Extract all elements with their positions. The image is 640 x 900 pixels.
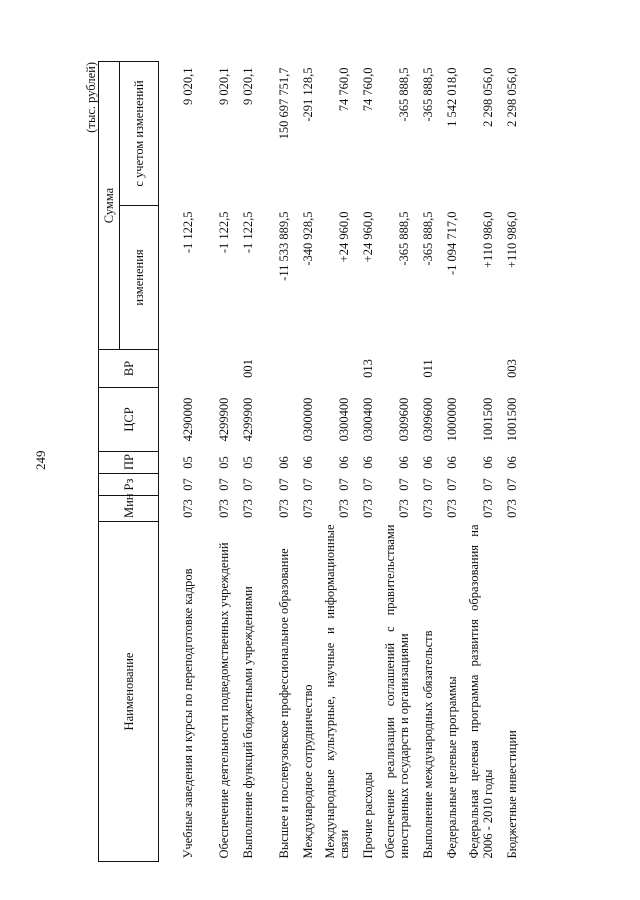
row-pr: 06 (396, 456, 411, 469)
row-vr (255, 350, 291, 388)
row-vr: 003 (504, 359, 519, 378)
row-rz: 07 (276, 478, 291, 491)
row-change: -1 122,5 (240, 211, 255, 254)
row-csr: 1001500 (480, 397, 495, 442)
row-total: 74 760,0 (360, 67, 375, 112)
row-vr (315, 350, 351, 388)
row-rz: 07 (336, 478, 351, 491)
row-rz: 07 (444, 478, 459, 491)
row-min: 073 (396, 499, 411, 518)
row-csr: 1001500 (504, 397, 519, 442)
row-change: -1 122,5 (180, 211, 195, 254)
row-csr: 4299900 (216, 397, 231, 442)
table-row (351, 62, 375, 862)
row-pr: 05 (240, 456, 255, 469)
row-min: 073 (180, 499, 195, 518)
row-change: +110 986,0 (480, 211, 495, 269)
header-csr: ЦСР (99, 388, 159, 452)
row-name: Выполнение функций бюджетными учреждениями (240, 586, 255, 859)
row-csr: 0309600 (420, 397, 435, 442)
row-total: 9 020,1 (180, 67, 195, 105)
row-name: Федеральная целевая программа развития образования на 2006 - 2010 годы (466, 524, 495, 859)
row-vr (291, 350, 315, 388)
row-change: +110 986,0 (504, 211, 519, 269)
row-name: Бюджетные инвестиции (504, 730, 519, 859)
row-change: -11 533 889,5 (276, 211, 291, 281)
row-min: 073 (300, 499, 315, 518)
row-pr: 06 (444, 456, 459, 469)
row-min: 073 (444, 499, 459, 518)
row-min: 073 (276, 499, 291, 518)
rotated-table-area (84, 62, 536, 862)
row-pr: 05 (216, 456, 231, 469)
header-pr: ПР (99, 452, 159, 474)
row-change: +24 960,0 (360, 211, 375, 263)
row-rz: 07 (300, 478, 315, 491)
row-total: -365 888,5 (420, 67, 435, 122)
row-rz: 07 (420, 478, 435, 491)
row-change: -365 888,5 (420, 211, 435, 266)
row-name: Федеральные целевые программы (444, 676, 459, 859)
table-row (291, 62, 315, 862)
row-min: 073 (240, 499, 255, 518)
row-name: Учебные заведения и курсы по переподготовке кадров (180, 568, 195, 859)
table-row (159, 62, 195, 862)
row-total: 9 020,1 (240, 67, 255, 105)
row-change: +24 960,0 (336, 211, 351, 263)
row-vr (159, 350, 195, 388)
table-row (231, 62, 255, 862)
header-rz: Рз (99, 474, 159, 496)
row-vr: 001 (240, 359, 255, 378)
table-row (459, 62, 495, 862)
row-pr: 06 (276, 456, 291, 469)
row-change: -365 888,5 (396, 211, 411, 266)
row-vr (459, 350, 495, 388)
table-row (255, 62, 291, 862)
row-rz: 07 (216, 478, 231, 491)
row-change: -340 928,5 (300, 211, 315, 266)
page-number: 249 (33, 450, 48, 470)
header-name: Наименование (99, 522, 159, 862)
table-row (195, 62, 231, 862)
row-csr: 0300400 (336, 397, 351, 442)
units-note: (тыс. рублей) (84, 62, 98, 133)
row-total: 150 697 751,7 (276, 67, 291, 140)
row-total: -291 128,5 (300, 67, 315, 122)
row-pr: 06 (300, 456, 315, 469)
row-vr (195, 350, 231, 388)
row-total: 74 760,0 (336, 67, 351, 112)
row-change: -1 094 717,0 (444, 211, 459, 276)
row-pr: 06 (504, 456, 519, 469)
header-sum: Сумма (99, 62, 120, 350)
row-csr: 0309600 (396, 397, 411, 442)
row-csr: 4299900 (240, 397, 255, 442)
row-csr (255, 388, 291, 452)
header-change: изменения (120, 206, 159, 350)
row-total: 9 020,1 (216, 67, 231, 105)
row-pr: 06 (420, 456, 435, 469)
row-min: 073 (336, 499, 351, 518)
row-rz: 07 (396, 478, 411, 491)
header-min: Мин (99, 496, 159, 522)
row-total: 2 298 056,0 (480, 67, 495, 127)
row-rz: 07 (504, 478, 519, 491)
row-pr: 06 (480, 456, 495, 469)
row-vr: 013 (360, 359, 375, 378)
row-total: 1 542 018,0 (444, 67, 459, 127)
row-csr: 1000000 (444, 397, 459, 442)
row-pr: 05 (180, 456, 195, 469)
row-min: 073 (216, 499, 231, 518)
row-rz: 07 (360, 478, 375, 491)
row-rz: 07 (240, 478, 255, 491)
row-name: Выполнение международных обязательств (420, 630, 435, 859)
row-name: Международное сотрудничество (300, 684, 315, 859)
row-min: 073 (480, 499, 495, 518)
row-rz: 07 (480, 478, 495, 491)
row-total: -365 888,5 (396, 67, 411, 122)
row-name: Прочие расходы (360, 772, 375, 859)
table-row (495, 62, 519, 862)
row-min: 073 (420, 499, 435, 518)
row-rz: 07 (180, 478, 195, 491)
row-pr: 06 (360, 456, 375, 469)
row-change: -1 122,5 (216, 211, 231, 254)
row-vr: 011 (420, 359, 435, 378)
row-min: 073 (504, 499, 519, 518)
table-row (315, 62, 351, 862)
table-row (375, 62, 411, 862)
row-total: 2 298 056,0 (504, 67, 519, 127)
table-row (435, 62, 459, 862)
row-csr: 0300400 (360, 397, 375, 442)
row-vr (375, 350, 411, 388)
row-vr (435, 350, 459, 388)
row-name: Обеспечение реализации соглашений с правительствами иностранных государств и организациями (382, 524, 411, 859)
header-vr: ВР (99, 350, 159, 388)
row-name: Обеспечение деятельности подведомственных учреждений (216, 542, 231, 859)
row-name: Высшее и послевузовское профессиональное образование (276, 548, 291, 859)
row-csr: 4290000 (180, 397, 195, 442)
row-csr: 0300000 (300, 397, 315, 442)
table-row (411, 62, 435, 862)
header-with-change: с учетом изменений (120, 62, 159, 206)
row-min: 073 (360, 499, 375, 518)
row-pr: 06 (336, 456, 351, 469)
budget-table (98, 61, 519, 862)
row-name: Международные культурные, научные и информационные связи (322, 524, 351, 859)
